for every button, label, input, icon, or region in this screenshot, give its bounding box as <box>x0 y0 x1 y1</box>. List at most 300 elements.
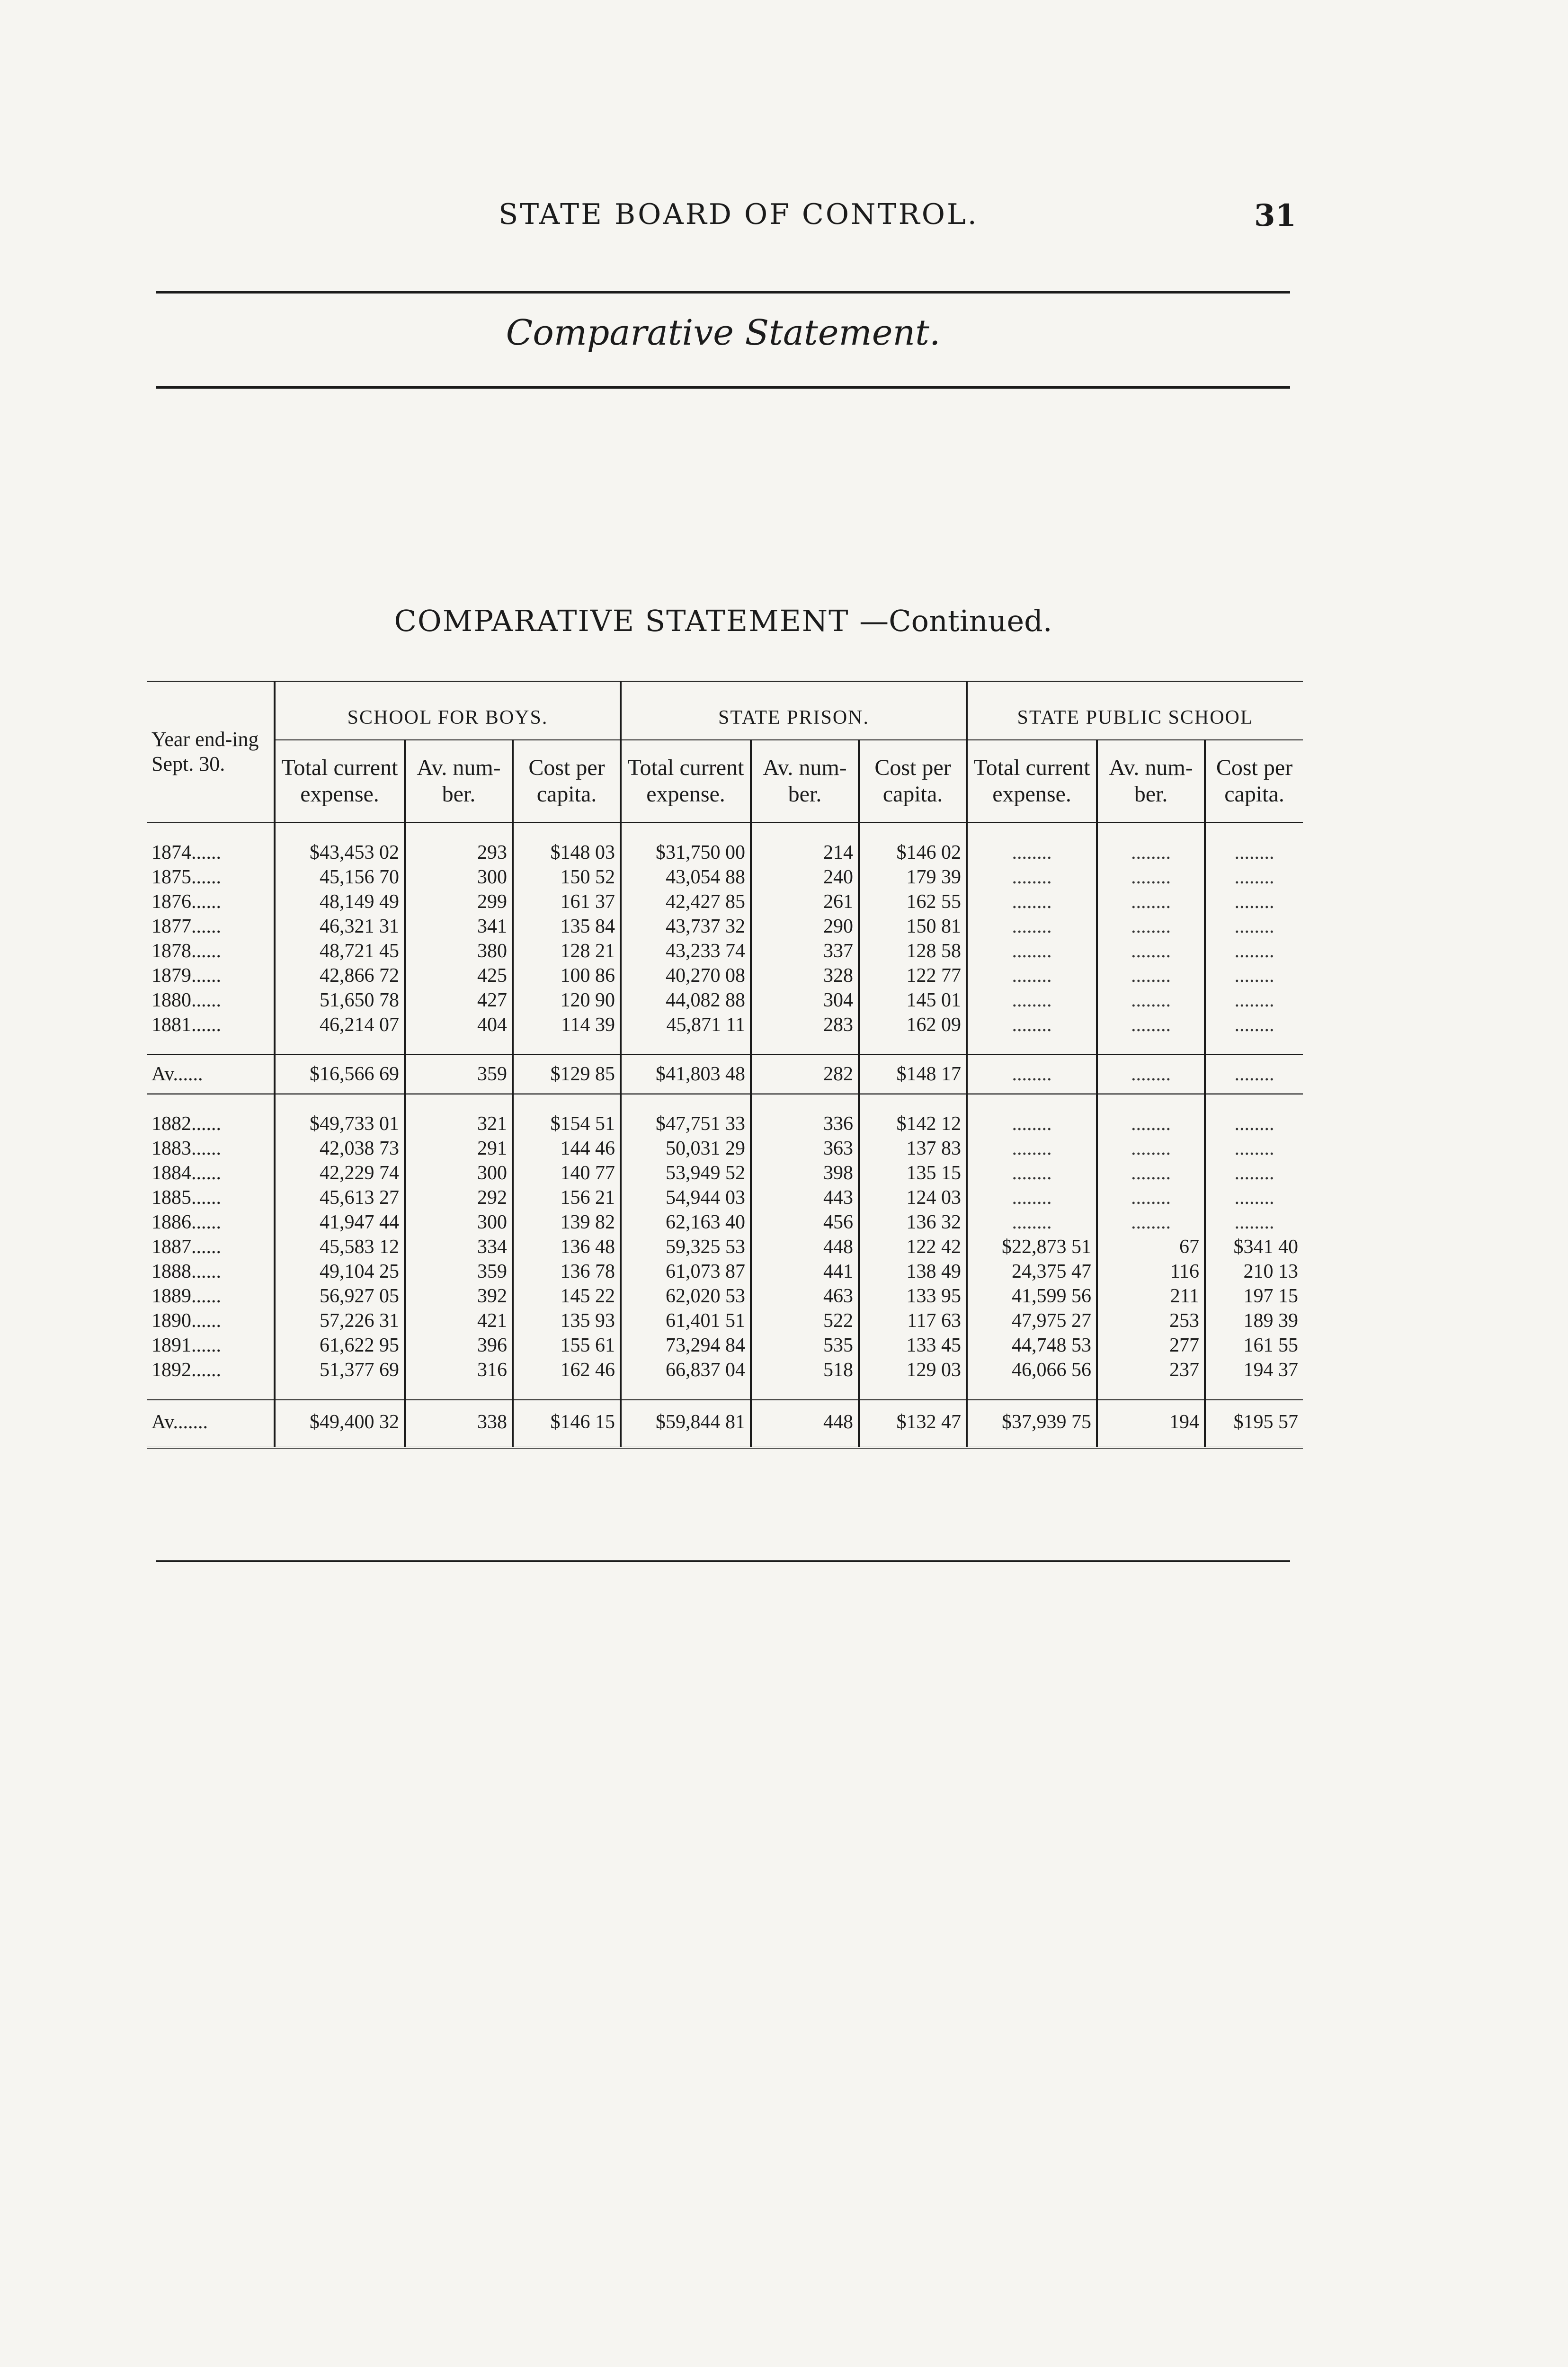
prison-total-expense-cell: 45,871 11 <box>621 1013 751 1037</box>
table-row <box>147 914 1303 939</box>
boys-total-expense-cell: 49,104 25 <box>275 1259 405 1284</box>
subheader-total-expense: Total current expense. <box>621 740 751 823</box>
subheader-total-expense: Total current expense. <box>275 740 405 823</box>
table-row <box>147 1185 1303 1210</box>
subheader-cost-per-capita: Cost per capita. <box>1205 740 1303 823</box>
page-number: 31 <box>1254 198 1296 233</box>
prison-cost-per-capita-cell: 117 63 <box>859 1308 967 1333</box>
empty-entry-cell: ........ <box>1097 939 1205 963</box>
public-cost-per-capita-cell: 210 13 <box>1243 1261 1299 1282</box>
year-cell: 1887...... <box>147 1235 275 1259</box>
public-cost-per-capita-cell: 189 39 <box>1243 1310 1299 1332</box>
spacer-cell <box>621 1094 751 1112</box>
prison-av-number-cell: 522 <box>751 1308 859 1333</box>
prison-av-number-cell: 261 <box>751 890 859 914</box>
boys-total-expense-cell: $43,453 02 <box>275 840 405 865</box>
spacer-cell <box>275 1382 405 1400</box>
boys-av-number-cell: 300 <box>405 1161 513 1185</box>
boys-av-number-cell: 291 <box>405 1136 513 1161</box>
public-av-number-cell: 211 <box>1097 1284 1205 1308</box>
year-column-header: Year end-ing Sept. 30. <box>147 681 275 823</box>
boys-av-number-cell: 421 <box>405 1308 513 1333</box>
boys-total-expense-cell: 51,650 78 <box>275 988 405 1013</box>
empty-entry-cell: ........ <box>1097 963 1205 988</box>
subheader-av-number: Av. num-ber. <box>751 740 859 823</box>
boys-total-expense-cell: 48,149 49 <box>275 890 405 914</box>
empty-entry-cell: ........ <box>1097 865 1205 890</box>
boys-total-expense-cell: 46,321 31 <box>275 914 405 939</box>
prison-av-number-cell: 518 <box>751 1358 859 1382</box>
empty-entry-cell: ........ <box>967 914 1097 939</box>
boys-cost-per-capita-cell: 155 61 <box>513 1333 621 1358</box>
subheader-av-number: Av. num-ber. <box>1097 740 1205 823</box>
year-cell: 1874...... <box>147 840 275 865</box>
boys-total-expense-cell: 42,229 74 <box>275 1161 405 1185</box>
empty-entry-cell: ........ <box>1097 840 1205 865</box>
boys-total-expense-cell: 42,038 73 <box>275 1136 405 1161</box>
group-header-school-for-boys: SCHOOL FOR BOYS. <box>275 681 621 740</box>
prison-total-expense-cell: 43,054 88 <box>621 865 751 890</box>
prison-cost-per-capita-cell: 145 01 <box>859 988 967 1013</box>
empty-entry-cell: ........ <box>967 939 1097 963</box>
public-av-number-cell: 67 <box>1097 1235 1205 1259</box>
prison-total-expense-cell: 40,270 08 <box>621 963 751 988</box>
empty-entry-cell: ........ <box>1097 914 1205 939</box>
empty-entry-cell: ........ <box>1097 890 1205 914</box>
prison-av-number-cell: 535 <box>751 1333 859 1358</box>
spacer-cell <box>967 823 1097 841</box>
empty-entry-cell: ........ <box>967 1055 1097 1094</box>
empty-entry-cell: ........ <box>1234 1211 1274 1233</box>
prison-cost-per-capita-cell: 135 15 <box>859 1161 967 1185</box>
prison-av-number-cell: 448 <box>751 1400 859 1448</box>
spacer-row <box>147 1382 1303 1400</box>
prison-cost-per-capita-cell: 162 09 <box>859 1013 967 1037</box>
empty-entry-cell: ........ <box>967 1210 1097 1235</box>
prison-total-expense-cell: 73,294 84 <box>621 1333 751 1358</box>
boys-total-expense-cell: 51,377 69 <box>275 1358 405 1382</box>
subheader-cost-per-capita: Cost per capita. <box>513 740 621 823</box>
spacer-cell <box>275 823 405 841</box>
prison-av-number-cell: 282 <box>751 1055 859 1094</box>
year-cell: 1877...... <box>147 914 275 939</box>
boys-cost-per-capita-cell: 120 90 <box>513 988 621 1013</box>
spacer-cell <box>275 1037 405 1055</box>
prison-av-number-cell: 328 <box>751 963 859 988</box>
spacer-cell <box>751 823 859 841</box>
boys-cost-per-capita-cell: 161 37 <box>513 890 621 914</box>
boys-total-expense-cell: 45,613 27 <box>275 1185 405 1210</box>
public-av-number-cell: 253 <box>1097 1308 1205 1333</box>
public-cost-per-capita-cell: $195 57 <box>1205 1400 1303 1448</box>
prison-total-expense-cell: 50,031 29 <box>621 1136 751 1161</box>
boys-total-expense-cell: 45,583 12 <box>275 1235 405 1259</box>
year-cell: 1889...... <box>147 1284 275 1308</box>
spacer-cell <box>405 1382 513 1400</box>
boys-cost-per-capita-cell: 136 78 <box>513 1259 621 1284</box>
year-cell: 1891...... <box>147 1333 275 1358</box>
spacer-cell <box>1097 1094 1205 1112</box>
spacer-cell <box>513 823 621 841</box>
boys-total-expense-cell: 45,156 70 <box>275 865 405 890</box>
spacer-cell <box>859 1094 967 1112</box>
empty-entry-cell: ........ <box>1234 1014 1274 1036</box>
section-rule <box>156 386 1290 389</box>
boys-total-expense-cell: $16,566 69 <box>275 1055 405 1094</box>
boys-cost-per-capita-cell: 135 93 <box>513 1308 621 1333</box>
empty-entry-cell: ........ <box>1097 1210 1205 1235</box>
prison-cost-per-capita-cell: $148 17 <box>859 1055 967 1094</box>
prison-cost-per-capita-cell: 138 49 <box>859 1259 967 1284</box>
table-row <box>147 1235 1303 1259</box>
spacer-cell <box>147 1382 275 1400</box>
running-head: STATE BOARD OF CONTROL. <box>499 198 979 231</box>
empty-entry-cell: ........ <box>967 1185 1097 1210</box>
empty-entry-cell: ........ <box>967 865 1097 890</box>
prison-cost-per-capita-cell: $146 02 <box>859 840 967 865</box>
group-header-row <box>147 681 1303 740</box>
boys-cost-per-capita-cell: $154 51 <box>513 1112 621 1136</box>
subheader-row <box>147 740 1303 823</box>
prison-av-number-cell: 448 <box>751 1235 859 1259</box>
spacer-cell <box>275 1094 405 1112</box>
public-total-expense-cell: $22,873 51 <box>967 1235 1097 1259</box>
prison-av-number-cell: 304 <box>751 988 859 1013</box>
year-cell: 1881...... <box>147 1013 275 1037</box>
group-header-state-prison: STATE PRISON. <box>621 681 967 740</box>
spacer-cell <box>513 1094 621 1112</box>
spacer-cell <box>967 1094 1097 1112</box>
prison-cost-per-capita-cell: $142 12 <box>859 1112 967 1136</box>
year-cell: 1885...... <box>147 1185 275 1210</box>
prison-total-expense-cell: 54,944 03 <box>621 1185 751 1210</box>
prison-total-expense-cell: 53,949 52 <box>621 1161 751 1185</box>
boys-cost-per-capita-cell: 100 86 <box>513 963 621 988</box>
empty-entry-cell: ........ <box>967 1013 1097 1037</box>
average-label: Av...... <box>147 1055 275 1094</box>
prison-av-number-cell: 240 <box>751 865 859 890</box>
prison-cost-per-capita-cell: 137 83 <box>859 1136 967 1161</box>
subheader-total-expense: Total current expense. <box>967 740 1097 823</box>
prison-total-expense-cell: $47,751 33 <box>621 1112 751 1136</box>
prison-cost-per-capita-cell: 150 81 <box>859 914 967 939</box>
empty-entry-cell: ........ <box>1097 1112 1205 1136</box>
table-row <box>147 1136 1303 1161</box>
spacer-cell <box>405 823 513 841</box>
spacer-cell <box>621 823 751 841</box>
boys-av-number-cell: 359 <box>405 1055 513 1094</box>
prison-cost-per-capita-cell: 129 03 <box>859 1358 967 1382</box>
empty-entry-cell: ........ <box>1097 1185 1205 1210</box>
public-total-expense-cell: 24,375 47 <box>967 1259 1097 1284</box>
spacer-cell <box>621 1037 751 1055</box>
year-cell: 1879...... <box>147 963 275 988</box>
boys-total-expense-cell: 57,226 31 <box>275 1308 405 1333</box>
empty-entry-cell: ........ <box>967 1136 1097 1161</box>
year-cell: 1884...... <box>147 1161 275 1185</box>
prison-av-number-cell: 290 <box>751 914 859 939</box>
boys-av-number-cell: 321 <box>405 1112 513 1136</box>
table-row <box>147 1333 1303 1358</box>
table-row <box>147 1259 1303 1284</box>
empty-entry-cell: ........ <box>967 1112 1097 1136</box>
spacer-cell <box>1205 1382 1303 1400</box>
prison-cost-per-capita-cell: 122 42 <box>859 1235 967 1259</box>
prison-cost-per-capita-cell: 133 45 <box>859 1333 967 1358</box>
spacer-cell <box>621 1382 751 1400</box>
public-total-expense-cell: 47,975 27 <box>967 1308 1097 1333</box>
average-row-1882-1892 <box>147 1400 1303 1448</box>
public-av-number-cell: 237 <box>1097 1358 1205 1382</box>
boys-cost-per-capita-cell: 162 46 <box>513 1358 621 1382</box>
table-row <box>147 1161 1303 1185</box>
prison-av-number-cell: 336 <box>751 1112 859 1136</box>
boys-cost-per-capita-cell: 140 77 <box>513 1161 621 1185</box>
section-title: Comparative Statement. <box>506 312 941 353</box>
prison-total-expense-cell: 59,325 53 <box>621 1235 751 1259</box>
boys-cost-per-capita-cell: $146 15 <box>513 1400 621 1448</box>
boys-cost-per-capita-cell: $148 03 <box>513 840 621 865</box>
year-cell: 1886...... <box>147 1210 275 1235</box>
boys-av-number-cell: 334 <box>405 1235 513 1259</box>
empty-entry-cell: ........ <box>1234 940 1274 962</box>
year-cell: 1883...... <box>147 1136 275 1161</box>
boys-av-number-cell: 359 <box>405 1259 513 1284</box>
year-cell: 1876...... <box>147 890 275 914</box>
empty-entry-cell: ........ <box>1097 1055 1205 1094</box>
public-av-number-cell: 116 <box>1097 1259 1205 1284</box>
prison-cost-per-capita-cell: 179 39 <box>859 865 967 890</box>
boys-cost-per-capita-cell: $129 85 <box>513 1055 621 1094</box>
prison-total-expense-cell: 62,020 53 <box>621 1284 751 1308</box>
prison-total-expense-cell: 43,737 32 <box>621 914 751 939</box>
spacer-cell <box>1205 1037 1303 1055</box>
spacer-cell <box>859 1382 967 1400</box>
boys-total-expense-cell: 41,947 44 <box>275 1210 405 1235</box>
spacer-cell <box>1097 1382 1205 1400</box>
prison-total-expense-cell: 66,837 04 <box>621 1358 751 1382</box>
boys-total-expense-cell: $49,733 01 <box>275 1112 405 1136</box>
prison-total-expense-cell: 62,163 40 <box>621 1210 751 1235</box>
empty-entry-cell: ........ <box>1234 989 1274 1011</box>
boys-total-expense-cell: 56,927 05 <box>275 1284 405 1308</box>
table-row <box>147 963 1303 988</box>
prison-total-expense-cell: $41,803 48 <box>621 1055 751 1094</box>
prison-av-number-cell: 443 <box>751 1185 859 1210</box>
public-total-expense-cell: 46,066 56 <box>967 1358 1097 1382</box>
year-cell: 1880...... <box>147 988 275 1013</box>
spacer-cell <box>147 823 275 841</box>
boys-av-number-cell: 299 <box>405 890 513 914</box>
prison-av-number-cell: 456 <box>751 1210 859 1235</box>
year-cell: 1890...... <box>147 1308 275 1333</box>
boys-cost-per-capita-cell: 114 39 <box>513 1013 621 1037</box>
prison-cost-per-capita-cell: 136 32 <box>859 1210 967 1235</box>
prison-cost-per-capita-cell: 124 03 <box>859 1185 967 1210</box>
table-row <box>147 840 1303 865</box>
boys-total-expense-cell: 61,622 95 <box>275 1333 405 1358</box>
table-row <box>147 1284 1303 1308</box>
spacer-row <box>147 1094 1303 1112</box>
table-row <box>147 1112 1303 1136</box>
boys-cost-per-capita-cell: 139 82 <box>513 1210 621 1235</box>
table-title-main: COMPARATIVE STATEMENT <box>394 604 849 638</box>
prison-av-number-cell: 214 <box>751 840 859 865</box>
table-row <box>147 1358 1303 1382</box>
table-body <box>147 823 1303 1448</box>
table-title <box>156 604 1290 638</box>
spacer-cell <box>967 1037 1097 1055</box>
prison-cost-per-capita-cell: 128 58 <box>859 939 967 963</box>
spacer-cell <box>1205 823 1303 841</box>
prison-cost-per-capita-cell: 133 95 <box>859 1284 967 1308</box>
comparative-statement-table <box>147 680 1303 1449</box>
spacer-row <box>147 1037 1303 1055</box>
year-cell: 1892...... <box>147 1358 275 1382</box>
public-cost-per-capita-cell: 194 37 <box>1243 1359 1299 1381</box>
public-cost-per-capita-cell: 161 55 <box>1243 1335 1299 1356</box>
table-row <box>147 1210 1303 1235</box>
prison-av-number-cell: 283 <box>751 1013 859 1037</box>
spacer-cell <box>751 1382 859 1400</box>
boys-cost-per-capita-cell: 150 52 <box>513 865 621 890</box>
prison-total-expense-cell: $59,844 81 <box>621 1400 751 1448</box>
spacer-cell <box>147 1037 275 1055</box>
prison-av-number-cell: 441 <box>751 1259 859 1284</box>
prison-total-expense-cell: 43,233 74 <box>621 939 751 963</box>
empty-entry-cell: ........ <box>1097 988 1205 1013</box>
boys-cost-per-capita-cell: 135 84 <box>513 914 621 939</box>
empty-entry-cell: ........ <box>967 963 1097 988</box>
boys-av-number-cell: 300 <box>405 865 513 890</box>
spacer-cell <box>1097 1037 1205 1055</box>
boys-cost-per-capita-cell: 136 48 <box>513 1235 621 1259</box>
empty-entry-cell: ........ <box>967 890 1097 914</box>
boys-av-number-cell: 427 <box>405 988 513 1013</box>
prison-total-expense-cell: 61,401 51 <box>621 1308 751 1333</box>
empty-entry-cell: ........ <box>1234 842 1274 863</box>
empty-entry-cell: ........ <box>1097 1013 1205 1037</box>
prison-total-expense-cell: $31,750 00 <box>621 840 751 865</box>
boys-av-number-cell: 380 <box>405 939 513 963</box>
year-cell: 1888...... <box>147 1259 275 1284</box>
table-row <box>147 1013 1303 1037</box>
empty-entry-cell: ........ <box>967 988 1097 1013</box>
average-row-1874-1881 <box>147 1055 1303 1094</box>
year-cell: 1882...... <box>147 1112 275 1136</box>
table-row <box>147 865 1303 890</box>
empty-entry-cell: ........ <box>967 840 1097 865</box>
boys-av-number-cell: 338 <box>405 1400 513 1448</box>
prison-total-expense-cell: 42,427 85 <box>621 890 751 914</box>
empty-entry-cell: ........ <box>1234 1162 1274 1184</box>
prison-av-number-cell: 398 <box>751 1161 859 1185</box>
boys-av-number-cell: 396 <box>405 1333 513 1358</box>
empty-entry-cell: ........ <box>1097 1136 1205 1161</box>
boys-cost-per-capita-cell: 144 46 <box>513 1136 621 1161</box>
boys-cost-per-capita-cell: 156 21 <box>513 1185 621 1210</box>
year-cell: 1875...... <box>147 865 275 890</box>
empty-entry-cell: ........ <box>1205 1055 1303 1094</box>
public-av-number-cell: 277 <box>1097 1333 1205 1358</box>
spacer-cell <box>405 1094 513 1112</box>
empty-entry-cell: ........ <box>1097 1161 1205 1185</box>
public-total-expense-cell: 41,599 56 <box>967 1284 1097 1308</box>
public-av-number-cell: 194 <box>1097 1400 1205 1448</box>
spacer-cell <box>1097 823 1205 841</box>
empty-entry-cell: ........ <box>1234 1138 1274 1159</box>
table-title-suffix: —Continued. <box>859 604 1052 638</box>
empty-entry-cell: ........ <box>1234 965 1274 987</box>
prison-total-expense-cell: 44,082 88 <box>621 988 751 1013</box>
boys-av-number-cell: 425 <box>405 963 513 988</box>
average-label: Av....... <box>147 1400 275 1448</box>
subheader-cost-per-capita: Cost per capita. <box>859 740 967 823</box>
spacer-row <box>147 823 1303 841</box>
public-total-expense-cell: 44,748 53 <box>967 1333 1097 1358</box>
boys-total-expense-cell: 42,866 72 <box>275 963 405 988</box>
boys-cost-per-capita-cell: 145 22 <box>513 1284 621 1308</box>
boys-total-expense-cell: 48,721 45 <box>275 939 405 963</box>
boys-total-expense-cell: $49,400 32 <box>275 1400 405 1448</box>
prison-cost-per-capita-cell: 122 77 <box>859 963 967 988</box>
empty-entry-cell: ........ <box>1234 1187 1274 1209</box>
prison-cost-per-capita-cell: 162 55 <box>859 890 967 914</box>
spacer-cell <box>859 1037 967 1055</box>
public-cost-per-capita-cell: 197 15 <box>1243 1285 1299 1307</box>
table-row <box>147 988 1303 1013</box>
boys-av-number-cell: 341 <box>405 914 513 939</box>
prison-cost-per-capita-cell: $132 47 <box>859 1400 967 1448</box>
empty-entry-cell: ........ <box>1234 916 1274 937</box>
empty-entry-cell: ........ <box>1234 1113 1274 1135</box>
empty-entry-cell: ........ <box>967 1161 1097 1185</box>
table-row <box>147 939 1303 963</box>
boys-av-number-cell: 293 <box>405 840 513 865</box>
prison-av-number-cell: 363 <box>751 1136 859 1161</box>
spacer-cell <box>513 1382 621 1400</box>
boys-total-expense-cell: 46,214 07 <box>275 1013 405 1037</box>
spacer-cell <box>967 1382 1097 1400</box>
boys-av-number-cell: 404 <box>405 1013 513 1037</box>
spacer-cell <box>513 1037 621 1055</box>
boys-av-number-cell: 392 <box>405 1284 513 1308</box>
boys-cost-per-capita-cell: 128 21 <box>513 939 621 963</box>
public-cost-per-capita-cell: $341 40 <box>1233 1236 1299 1258</box>
spacer-cell <box>147 1094 275 1112</box>
subheader-av-number: Av. num-ber. <box>405 740 513 823</box>
header-rule <box>156 291 1290 294</box>
prison-av-number-cell: 337 <box>751 939 859 963</box>
boys-av-number-cell: 292 <box>405 1185 513 1210</box>
spacer-cell <box>859 823 967 841</box>
empty-entry-cell: ........ <box>1234 866 1274 888</box>
spacer-cell <box>751 1094 859 1112</box>
table-row <box>147 1308 1303 1333</box>
prison-av-number-cell: 463 <box>751 1284 859 1308</box>
table-bottom-rule <box>156 1560 1290 1562</box>
empty-entry-cell: ........ <box>1234 891 1274 913</box>
year-cell: 1878...... <box>147 939 275 963</box>
boys-av-number-cell: 316 <box>405 1358 513 1382</box>
spacer-cell <box>751 1037 859 1055</box>
table-row <box>147 890 1303 914</box>
group-header-state-public-school: STATE PUBLIC SCHOOL <box>967 681 1303 740</box>
prison-total-expense-cell: 61,073 87 <box>621 1259 751 1284</box>
spacer-cell <box>405 1037 513 1055</box>
public-total-expense-cell: $37,939 75 <box>967 1400 1097 1448</box>
spacer-cell <box>1205 1094 1303 1112</box>
